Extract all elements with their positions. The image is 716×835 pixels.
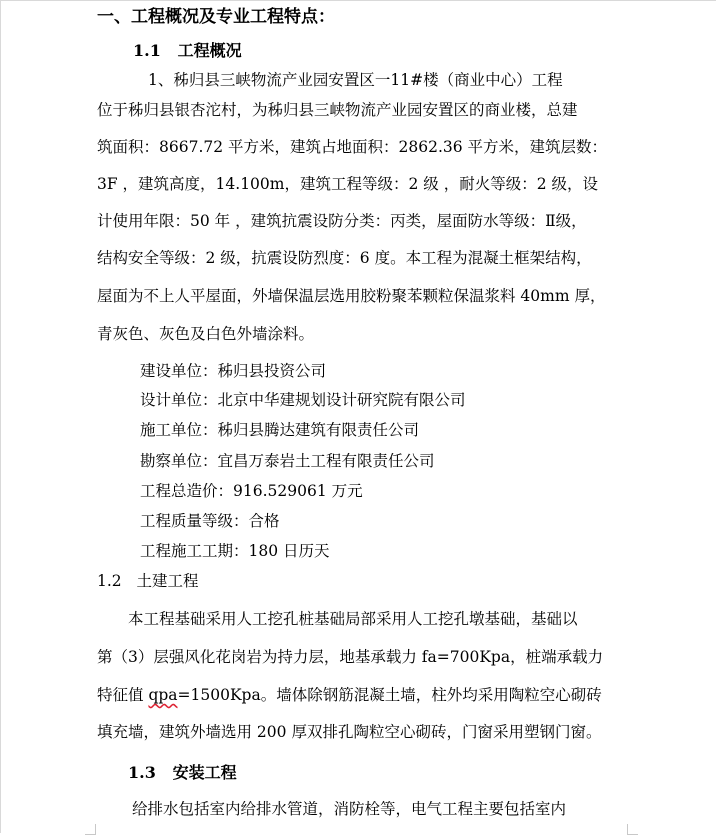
construction-unit: 建设单位：秭归县投资公司 <box>140 362 327 380</box>
section-title: 安装工程 <box>172 763 237 782</box>
chapter-heading: 一、工程概况及专业工程特点： <box>97 7 335 27</box>
civil-line: 本工程基础采用人工挖孔桩基础局部采用人工挖孔墩基础，基础以 <box>128 610 578 628</box>
civil-line <box>97 683 602 705</box>
section-1-2-heading <box>97 569 198 591</box>
total-cost: 工程总造价：916.529061 万元 <box>140 482 363 500</box>
section-title: 工程概况 <box>177 41 242 60</box>
overview-line: 计使用年限：50 年 ，建筑抗震设防分类：丙类，屋面防水等级：Ⅱ级， <box>97 212 587 230</box>
design-unit: 设计单位：北京中华建规划设计研究院有限公司 <box>140 391 466 409</box>
overview-line: 位于秭归县银杏沱村，为秭归县三峡物流产业园安置区的商业楼，总建 <box>97 101 578 119</box>
construction-period: 工程施工工期：180 日历天 <box>140 542 330 560</box>
margin-corner-mark <box>627 824 638 835</box>
overview-line: 3F ，建筑高度，14.100m，建筑工程等级：2 级 ，耐火等级：2 级，设 <box>97 175 598 193</box>
civil-text: 特征值 <box>97 686 149 704</box>
section-number: 1.3 <box>128 763 156 782</box>
section-1-1-heading <box>133 38 242 61</box>
survey-unit: 勘察单位：宜昌万泰岩土工程有限责任公司 <box>140 452 435 470</box>
quality-grade: 工程质量等级：合格 <box>140 512 280 530</box>
civil-line: 填充墙，建筑外墙选用 200 厚双排孔陶粒空心砌砖，门窗采用塑钢门窗。 <box>97 723 602 741</box>
overview-line: 筑面积：8667.72 平方米，建筑占地面积：2862.36 平方米，建筑层数： <box>97 138 608 156</box>
margin-corner-mark <box>85 824 96 835</box>
section-number: 1.1 <box>133 41 161 60</box>
overview-line: 结构安全等级：2 级，抗震设防烈度：6 度。本工程为混凝土框架结构， <box>97 249 592 267</box>
overview-line: 1、秭归县三峡物流产业园安置区一11#楼（商业中心）工程 <box>148 71 563 89</box>
spellcheck-word: qpa <box>148 686 178 704</box>
contractor-unit: 施工单位：秭归县腾达建筑有限责任公司 <box>140 421 420 439</box>
page-top-border <box>0 0 716 1</box>
overview-line: 屋面为不上人平屋面，外墙保温层选用胶粉聚苯颗粒保温浆料 40mm 厚， <box>97 287 606 305</box>
page-left-border <box>0 0 1 833</box>
civil-line: 第（3）层强风化花岗岩为持力层，地基承载力 fa=700Kpa，桩端承载力 <box>97 648 604 666</box>
civil-text: =1500Kpa。墙体除钢筋混凝土墙，柱外均采用陶粒空心砌砖 <box>177 686 602 704</box>
section-title: 土建工程 <box>136 572 199 590</box>
overview-line: 青灰色、灰色及白色外墙涂料。 <box>97 325 315 343</box>
install-line: 给排水包括室内给排水管道，消防栓等，电气工程主要包括室内 <box>132 800 567 818</box>
section-number: 1.2 <box>97 572 122 590</box>
section-1-3-heading <box>128 760 237 783</box>
